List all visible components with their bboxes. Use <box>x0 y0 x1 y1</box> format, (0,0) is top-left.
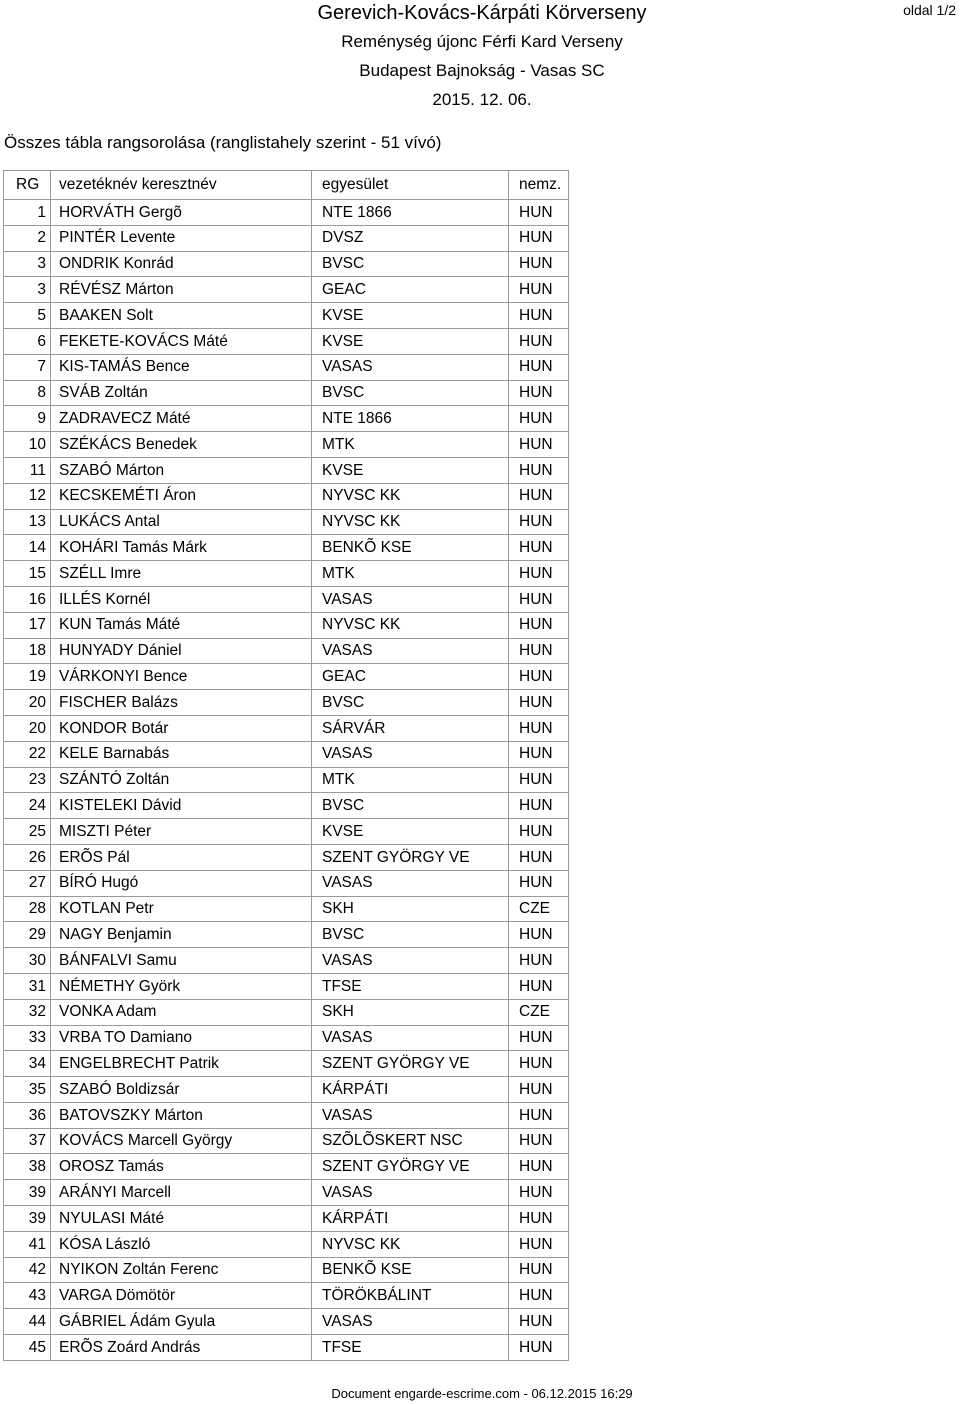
club-cell: BENKÕ KSE <box>312 1257 509 1283</box>
rank-cell: 20 <box>4 690 51 716</box>
club-cell: DVSZ <box>312 225 509 251</box>
table-row <box>4 1257 569 1283</box>
rank-cell: 20 <box>4 715 51 741</box>
table-row <box>4 922 569 948</box>
club-cell: MTK <box>312 767 509 793</box>
name-cell: PINTÉR Levente <box>51 225 312 251</box>
rank-cell: 36 <box>4 1102 51 1128</box>
name-cell: SZÉKÁCS Benedek <box>51 432 312 458</box>
name-cell: NÉMETHY Györk <box>51 973 312 999</box>
rank-cell: 34 <box>4 1051 51 1077</box>
name-cell: BATOVSZKY Márton <box>51 1102 312 1128</box>
table-row <box>4 432 569 458</box>
table-row <box>4 1309 569 1335</box>
club-cell: KÁRPÁTI <box>312 1077 509 1103</box>
club-cell: VASAS <box>312 354 509 380</box>
nationality-cell: HUN <box>509 561 569 587</box>
nationality-cell: HUN <box>509 819 569 845</box>
nationality-cell: HUN <box>509 1283 569 1309</box>
nationality-cell: HUN <box>509 483 569 509</box>
event-date: 2015. 12. 06. <box>432 90 532 109</box>
club-cell: MTK <box>312 432 509 458</box>
table-row <box>4 973 569 999</box>
nationality-cell: HUN <box>509 1231 569 1257</box>
nationality-cell: HUN <box>509 1206 569 1232</box>
table-row <box>4 586 569 612</box>
nationality-cell: HUN <box>509 1335 569 1361</box>
nationality-cell: CZE <box>509 999 569 1025</box>
table-row <box>4 741 569 767</box>
name-cell: ILLÉS Kornél <box>51 586 312 612</box>
table-row <box>4 1128 569 1154</box>
nationality-cell: HUN <box>509 200 569 226</box>
club-cell: MTK <box>312 561 509 587</box>
club-cell: BENKÕ KSE <box>312 535 509 561</box>
club-cell: VASAS <box>312 1309 509 1335</box>
name-cell: KONDOR Botár <box>51 715 312 741</box>
nationality-cell: HUN <box>509 1051 569 1077</box>
rank-cell: 24 <box>4 793 51 819</box>
name-cell: KOTLAN Petr <box>51 896 312 922</box>
table-row <box>4 1025 569 1051</box>
nationality-cell: HUN <box>509 251 569 277</box>
name-cell: HUNYADY Dániel <box>51 638 312 664</box>
nationality-cell: HUN <box>509 586 569 612</box>
nationality-cell: HUN <box>509 715 569 741</box>
rank-cell: 11 <box>4 457 51 483</box>
rank-cell: 32 <box>4 999 51 1025</box>
club-cell: KVSE <box>312 303 509 329</box>
table-row <box>4 1051 569 1077</box>
rank-cell: 9 <box>4 406 51 432</box>
club-cell: VASAS <box>312 638 509 664</box>
nationality-cell: HUN <box>509 767 569 793</box>
column-header-rank: RG <box>4 171 51 200</box>
name-cell: KISTELEKI Dávid <box>51 793 312 819</box>
club-cell: KVSE <box>312 819 509 845</box>
table-row <box>4 999 569 1025</box>
name-cell: SZABÓ Boldizsár <box>51 1077 312 1103</box>
nationality-cell: HUN <box>509 380 569 406</box>
rank-cell: 19 <box>4 664 51 690</box>
rank-cell: 6 <box>4 328 51 354</box>
table-row <box>4 638 569 664</box>
club-cell: KVSE <box>312 457 509 483</box>
rank-cell: 31 <box>4 973 51 999</box>
name-cell: BÁNFALVI Samu <box>51 948 312 974</box>
rank-cell: 18 <box>4 638 51 664</box>
rank-cell: 30 <box>4 948 51 974</box>
ranking-table-body <box>4 200 569 1361</box>
table-row <box>4 483 569 509</box>
name-cell: BAAKEN Solt <box>51 303 312 329</box>
name-cell: GÁBRIEL Ádám Gyula <box>51 1309 312 1335</box>
rank-cell: 44 <box>4 1309 51 1335</box>
rank-cell: 33 <box>4 1025 51 1051</box>
nationality-cell: HUN <box>509 1180 569 1206</box>
nationality-cell: HUN <box>509 457 569 483</box>
column-header-club: egyesület <box>312 171 509 200</box>
table-row <box>4 380 569 406</box>
table-row <box>4 715 569 741</box>
club-cell: NTE 1866 <box>312 406 509 432</box>
nationality-cell: HUN <box>509 922 569 948</box>
club-cell: NYVSC KK <box>312 509 509 535</box>
page-number: oldal 1/2 <box>903 2 956 18</box>
rank-cell: 38 <box>4 1154 51 1180</box>
rank-cell: 10 <box>4 432 51 458</box>
event-name: Reménység újonc Férfi Kard Verseny <box>341 32 623 51</box>
rank-cell: 39 <box>4 1206 51 1232</box>
table-row <box>4 948 569 974</box>
rank-cell: 3 <box>4 251 51 277</box>
club-cell: GEAC <box>312 277 509 303</box>
club-cell: VASAS <box>312 741 509 767</box>
rank-cell: 39 <box>4 1180 51 1206</box>
name-cell: RÉVÉSZ Márton <box>51 277 312 303</box>
rank-cell: 29 <box>4 922 51 948</box>
nationality-cell: HUN <box>509 844 569 870</box>
club-cell: SKH <box>312 999 509 1025</box>
club-cell: NTE 1866 <box>312 200 509 226</box>
nationality-cell: HUN <box>509 1077 569 1103</box>
club-cell: TÖRÖKBÁLINT <box>312 1283 509 1309</box>
table-row <box>4 1206 569 1232</box>
nationality-cell: HUN <box>509 406 569 432</box>
nationality-cell: HUN <box>509 1257 569 1283</box>
name-cell: ARÁNYI Marcell <box>51 1180 312 1206</box>
name-cell: SZABÓ Márton <box>51 457 312 483</box>
name-cell: NYULASI Máté <box>51 1206 312 1232</box>
column-header-nationality: nemz. <box>509 171 569 200</box>
nationality-cell: HUN <box>509 690 569 716</box>
club-cell: SZÕLÕSKERT NSC <box>312 1128 509 1154</box>
name-cell: FISCHER Balázs <box>51 690 312 716</box>
table-row <box>4 457 569 483</box>
club-cell: VASAS <box>312 1180 509 1206</box>
club-cell: VASAS <box>312 948 509 974</box>
rank-cell: 5 <box>4 303 51 329</box>
club-cell: KÁRPÁTI <box>312 1206 509 1232</box>
nationality-cell: HUN <box>509 535 569 561</box>
name-cell: NAGY Benjamin <box>51 922 312 948</box>
nationality-cell: HUN <box>509 1128 569 1154</box>
name-cell: KELE Barnabás <box>51 741 312 767</box>
name-cell: VÁRKONYI Bence <box>51 664 312 690</box>
table-header-row <box>4 171 569 200</box>
table-row <box>4 1102 569 1128</box>
table-row <box>4 1231 569 1257</box>
rank-cell: 23 <box>4 767 51 793</box>
name-cell: ONDRIK Konrád <box>51 251 312 277</box>
club-cell: NYVSC KK <box>312 483 509 509</box>
name-cell: LUKÁCS Antal <box>51 509 312 535</box>
rank-cell: 14 <box>4 535 51 561</box>
nationality-cell: HUN <box>509 870 569 896</box>
nationality-cell: HUN <box>509 948 569 974</box>
club-cell: BVSC <box>312 251 509 277</box>
name-cell: FEKETE-KOVÁCS Máté <box>51 328 312 354</box>
club-cell: VASAS <box>312 1102 509 1128</box>
rank-cell: 42 <box>4 1257 51 1283</box>
club-cell: NYVSC KK <box>312 612 509 638</box>
rank-cell: 43 <box>4 1283 51 1309</box>
name-cell: ERÕS Zoárd András <box>51 1335 312 1361</box>
club-cell: BVSC <box>312 922 509 948</box>
nationality-cell: HUN <box>509 225 569 251</box>
rank-cell: 7 <box>4 354 51 380</box>
rank-cell: 41 <box>4 1231 51 1257</box>
rank-cell: 37 <box>4 1128 51 1154</box>
club-cell: VASAS <box>312 586 509 612</box>
name-cell: VONKA Adam <box>51 999 312 1025</box>
table-row <box>4 277 569 303</box>
club-cell: NYVSC KK <box>312 1231 509 1257</box>
table-row <box>4 225 569 251</box>
table-row <box>4 1180 569 1206</box>
nationality-cell: HUN <box>509 1102 569 1128</box>
name-cell: NYIKON Zoltán Ferenc <box>51 1257 312 1283</box>
club-cell: GEAC <box>312 664 509 690</box>
name-cell: KUN Tamás Máté <box>51 612 312 638</box>
table-row <box>4 509 569 535</box>
name-cell: BÍRÓ Hugó <box>51 870 312 896</box>
nationality-cell: HUN <box>509 328 569 354</box>
rank-cell: 25 <box>4 819 51 845</box>
club-cell: BVSC <box>312 380 509 406</box>
name-cell: ERÕS Pál <box>51 844 312 870</box>
name-cell: KÓSA László <box>51 1231 312 1257</box>
nationality-cell: HUN <box>509 1309 569 1335</box>
rank-cell: 27 <box>4 870 51 896</box>
club-cell: SKH <box>312 896 509 922</box>
nationality-cell: HUN <box>509 741 569 767</box>
ranking-table <box>3 170 569 1361</box>
rank-cell: 13 <box>4 509 51 535</box>
club-cell: SZENT GYÖRGY VE <box>312 1051 509 1077</box>
rank-cell: 28 <box>4 896 51 922</box>
club-cell: VASAS <box>312 870 509 896</box>
table-row <box>4 200 569 226</box>
table-row <box>4 870 569 896</box>
name-cell: ENGELBRECHT Patrik <box>51 1051 312 1077</box>
rank-cell: 35 <box>4 1077 51 1103</box>
club-cell: SÁRVÁR <box>312 715 509 741</box>
rank-cell: 16 <box>4 586 51 612</box>
nationality-cell: HUN <box>509 793 569 819</box>
table-row <box>4 690 569 716</box>
column-header-name: vezetéknév keresztnév <box>51 171 312 200</box>
document-footer: Document engarde-escrime.com - 06.12.2015 16:29 <box>331 1386 633 1401</box>
table-row <box>4 1283 569 1309</box>
name-cell: OROSZ Tamás <box>51 1154 312 1180</box>
table-row <box>4 819 569 845</box>
nationality-cell: HUN <box>509 638 569 664</box>
table-row <box>4 303 569 329</box>
rank-cell: 3 <box>4 277 51 303</box>
table-row <box>4 406 569 432</box>
nationality-cell: HUN <box>509 1025 569 1051</box>
club-cell: VASAS <box>312 1025 509 1051</box>
name-cell: KOHÁRI Tamás Márk <box>51 535 312 561</box>
name-cell: SZÉLL Imre <box>51 561 312 587</box>
name-cell: VARGA Dömötör <box>51 1283 312 1309</box>
club-cell: TFSE <box>312 1335 509 1361</box>
table-row <box>4 251 569 277</box>
nationality-cell: CZE <box>509 896 569 922</box>
name-cell: KOVÁCS Marcell György <box>51 1128 312 1154</box>
event-location: Budapest Bajnokság - Vasas SC <box>359 61 605 80</box>
nationality-cell: HUN <box>509 303 569 329</box>
table-row <box>4 896 569 922</box>
table-row <box>4 1335 569 1361</box>
club-cell: BVSC <box>312 690 509 716</box>
club-cell: SZENT GYÖRGY VE <box>312 1154 509 1180</box>
club-cell: KVSE <box>312 328 509 354</box>
nationality-cell: HUN <box>509 973 569 999</box>
rank-cell: 45 <box>4 1335 51 1361</box>
table-row <box>4 354 569 380</box>
rank-cell: 8 <box>4 380 51 406</box>
name-cell: KIS-TAMÁS Bence <box>51 354 312 380</box>
name-cell: ZADRAVECZ Máté <box>51 406 312 432</box>
table-row <box>4 612 569 638</box>
table-row <box>4 1154 569 1180</box>
table-row <box>4 844 569 870</box>
rank-cell: 26 <box>4 844 51 870</box>
rank-cell: 12 <box>4 483 51 509</box>
name-cell: HORVÁTH Gergõ <box>51 200 312 226</box>
ranking-subtitle: Összes tábla rangsorolása (ranglistahely szerint - 51 vívó) <box>4 133 442 152</box>
nationality-cell: HUN <box>509 509 569 535</box>
nationality-cell: HUN <box>509 1154 569 1180</box>
rank-cell: 22 <box>4 741 51 767</box>
table-row <box>4 664 569 690</box>
table-row <box>4 328 569 354</box>
document-title: Gerevich-Kovács-Kárpáti Körverseny <box>317 2 647 24</box>
rank-cell: 2 <box>4 225 51 251</box>
name-cell: MISZTI Péter <box>51 819 312 845</box>
rank-cell: 1 <box>4 200 51 226</box>
table-row <box>4 767 569 793</box>
nationality-cell: HUN <box>509 432 569 458</box>
rank-cell: 15 <box>4 561 51 587</box>
club-cell: BVSC <box>312 793 509 819</box>
club-cell: SZENT GYÖRGY VE <box>312 844 509 870</box>
name-cell: KECSKEMÉTI Áron <box>51 483 312 509</box>
table-row <box>4 793 569 819</box>
name-cell: VRBA TO Damiano <box>51 1025 312 1051</box>
nationality-cell: HUN <box>509 612 569 638</box>
table-row <box>4 535 569 561</box>
name-cell: SVÁB Zoltán <box>51 380 312 406</box>
name-cell: SZÁNTÓ Zoltán <box>51 767 312 793</box>
nationality-cell: HUN <box>509 277 569 303</box>
nationality-cell: HUN <box>509 354 569 380</box>
table-row <box>4 561 569 587</box>
club-cell: TFSE <box>312 973 509 999</box>
table-row <box>4 1077 569 1103</box>
rank-cell: 17 <box>4 612 51 638</box>
nationality-cell: HUN <box>509 664 569 690</box>
